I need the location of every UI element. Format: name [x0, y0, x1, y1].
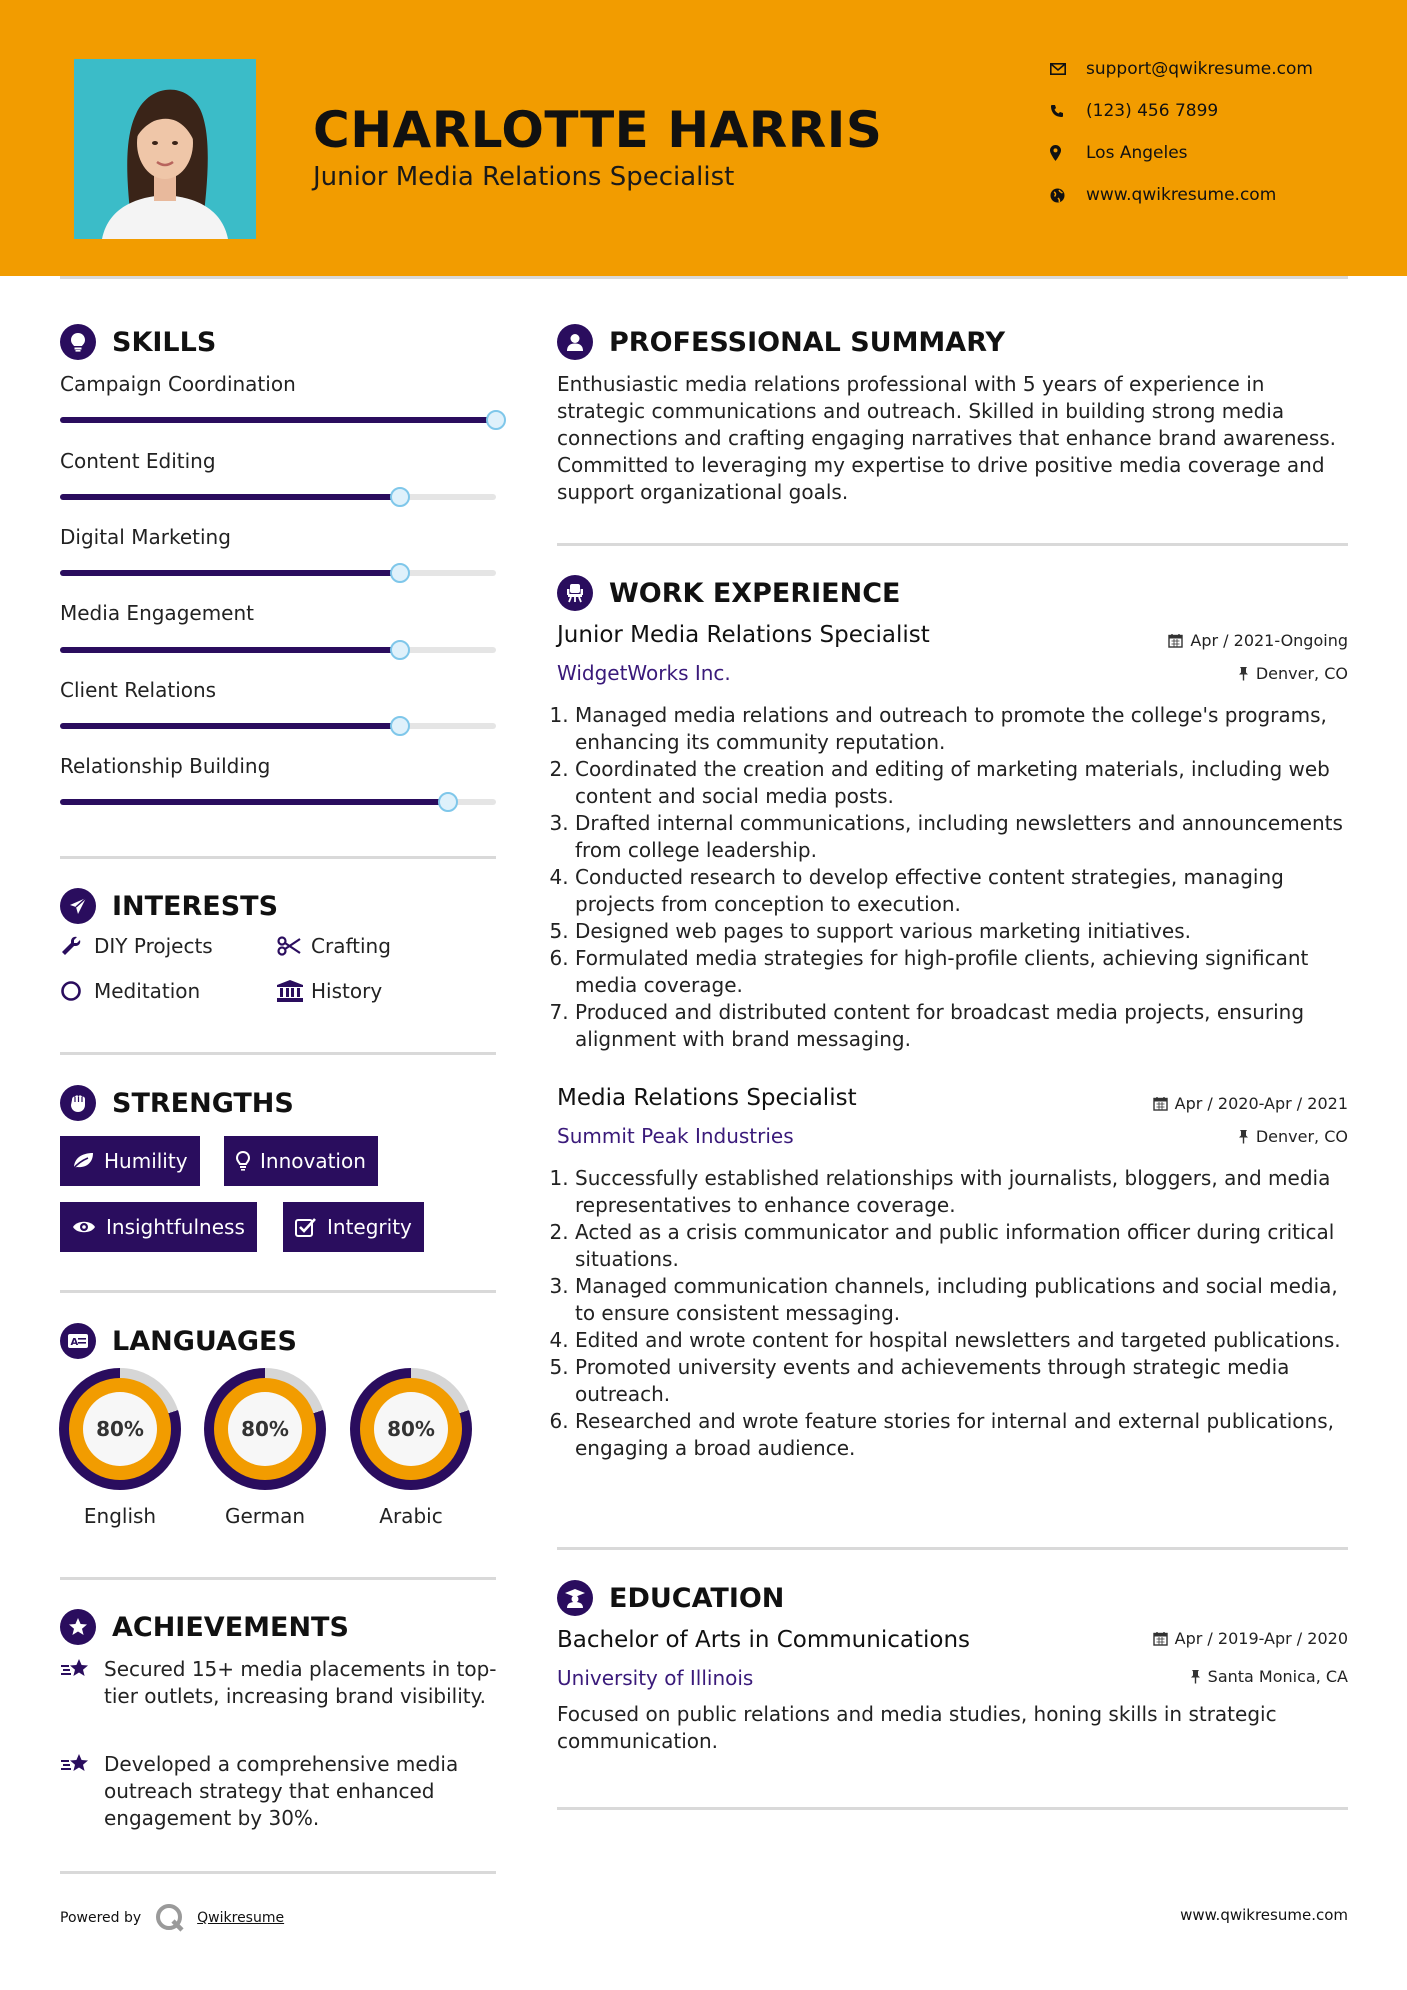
list-item: 3. Drafted internal communications, including newsletters and announcements from college leadership. [575, 810, 1357, 864]
list-item: 5. Promoted university events and achievements through strategic media outreach. [575, 1354, 1357, 1408]
pushpin-icon [1238, 1129, 1249, 1144]
footer-powered-by [60, 1903, 284, 1933]
contact-text: (123) 456 7899 [1086, 101, 1219, 121]
strength-chip: Innovation [224, 1136, 378, 1186]
education-heading: EDUCATION [557, 1580, 784, 1616]
checkbox-icon [295, 1217, 317, 1237]
qwikresume-link[interactable]: Qwikresume [197, 1910, 285, 1926]
education-dates: Apr / 2019-Apr / 2020 [1153, 1629, 1348, 1648]
job-dates: Apr / 2020-Apr / 2021 [1153, 1094, 1348, 1113]
graduate-icon [557, 1580, 593, 1616]
candidate-name: CHARLOTTE HARRIS [313, 101, 883, 159]
scissors-icon [277, 936, 311, 956]
achievement-item: Secured 15+ media placements in top-tier outlets, increasing brand visibility. [60, 1656, 500, 1710]
experience-heading: WORK EXPERIENCE [557, 575, 900, 611]
star-badge-icon [60, 1609, 96, 1645]
skill-bar [60, 647, 496, 653]
envelope-icon [1050, 63, 1086, 75]
skill-label: Relationship Building [60, 754, 271, 778]
language-percent: 80% [374, 1392, 448, 1466]
language-item [59, 1368, 181, 1528]
lightbulb-icon [236, 1151, 250, 1171]
leaf-icon [72, 1152, 94, 1170]
calendar-icon [1168, 633, 1183, 648]
contact-text: www.qwikresume.com [1086, 185, 1277, 205]
education-school[interactable]: University of Illinois [557, 1666, 754, 1690]
language-ring [59, 1368, 181, 1490]
contact-phone[interactable] [1050, 96, 1390, 126]
summary-heading: PROFESSIONAL SUMMARY [557, 324, 1005, 360]
job-duties [557, 702, 1357, 1053]
language-item [204, 1368, 326, 1528]
skill-label: Digital Marketing [60, 525, 231, 549]
job-location: Denver, CO [1238, 1127, 1348, 1146]
job-company[interactable]: Summit Peak Industries [557, 1124, 794, 1148]
interests-heading: INTERESTS [60, 888, 278, 924]
skill-label: Media Engagement [60, 601, 254, 625]
fist-icon [60, 1085, 96, 1121]
svg-text:A: A [70, 1337, 79, 1348]
skill-bar [60, 494, 496, 500]
profile-photo [74, 59, 256, 239]
pushpin-icon [1190, 1669, 1201, 1684]
contact-text: support@qwikresume.com [1086, 59, 1313, 79]
strength-chip: Insightfulness [60, 1202, 257, 1252]
job-duties [557, 1165, 1357, 1462]
list-item: 6. Researched and wrote feature stories for internal and external publications, engaging a broad audience. [575, 1408, 1357, 1462]
education-description: Focused on public relations and media studies, honing skills in strategic communication. [557, 1702, 1277, 1753]
job-location: Denver, CO [1238, 664, 1348, 683]
list-item: 4. Conducted research to develop effective content strategies, managing projects from conception to execution. [575, 864, 1357, 918]
contact-website[interactable] [1050, 180, 1390, 210]
language-ring [204, 1368, 326, 1490]
globe-icon [1050, 188, 1086, 203]
strength-chip: Humility [60, 1136, 200, 1186]
job-role: Junior Media Relations Specialist [557, 622, 930, 648]
skill-label: Content Editing [60, 449, 216, 473]
circle-icon [60, 980, 94, 1002]
list-item: 2. Coordinated the creation and editing of marketing materials, including web content and social media posts. [575, 756, 1357, 810]
list-item: 6. Formulated media strategies for high-profile clients, achieving significant media coverage. [575, 945, 1357, 999]
footer-url[interactable]: www.qwikresume.com [1180, 1906, 1348, 1924]
job-role: Media Relations Specialist [557, 1085, 857, 1111]
list-item: 3. Managed communication channels, including publications and social media, to ensure consistent messaging. [575, 1273, 1357, 1327]
language-name: German [224, 1504, 306, 1528]
skill-bar [60, 723, 496, 729]
eye-icon [72, 1219, 96, 1235]
list-item: 1. Successfully established relationships with journalists, bloggers, and media representatives to enhance coverage. [575, 1165, 1357, 1219]
section-divider [60, 1290, 496, 1293]
interest-item: History [277, 979, 382, 1003]
section-divider [557, 1807, 1348, 1810]
language-percent: 80% [228, 1392, 302, 1466]
contact-location [1050, 138, 1390, 168]
strength-chip: Integrity [283, 1202, 424, 1252]
skill-label: Client Relations [60, 678, 217, 702]
strengths-heading: STRENGTHS [60, 1085, 294, 1121]
list-item: 4. Edited and wrote content for hospital newsletters and targeted publications. [575, 1327, 1357, 1354]
section-divider [557, 543, 1348, 546]
contact-text: Los Angeles [1086, 143, 1188, 163]
list-item: 2. Acted as a crisis communicator and public information officer during critical situations. [575, 1219, 1357, 1273]
lightbulb-icon [60, 324, 96, 360]
header-banner [0, 0, 1407, 276]
interest-item: Crafting [277, 934, 391, 958]
language-name: Arabic [379, 1504, 443, 1528]
section-divider [60, 1052, 496, 1055]
calendar-icon [1153, 1096, 1168, 1111]
summary-text: Enthusiastic media relations professional with 5 years of experience in strategic communications and outreach. Skilled in building strong media connections and crafting engaging narratives that enhance brand awareness. Committed to leveraging my expertise to drive positive media coverage and support organizational goals. [557, 372, 1337, 504]
qwikresume-logo-icon [155, 1903, 185, 1933]
language-icon [60, 1323, 96, 1359]
skill-label: Campaign Coordination [60, 372, 296, 396]
chair-icon [557, 575, 593, 611]
education-location: Santa Monica, CA [1190, 1667, 1348, 1686]
map-pin-icon [1050, 145, 1086, 161]
section-divider [557, 1547, 1348, 1550]
language-ring [350, 1368, 472, 1490]
list-item: 5. Designed web pages to support various marketing initiatives. [575, 918, 1357, 945]
section-divider [60, 1577, 496, 1580]
shooting-star-icon [60, 1656, 104, 1710]
language-name: English [83, 1504, 157, 1528]
language-percent: 80% [83, 1392, 157, 1466]
user-icon [557, 324, 593, 360]
calendar-icon [1153, 1631, 1168, 1646]
powered-by-label: Powered by [60, 1910, 142, 1926]
header-divider [60, 276, 1348, 279]
job-company[interactable]: WidgetWorks Inc. [557, 661, 731, 685]
section-divider [60, 1871, 496, 1874]
job-dates: Apr / 2021-Ongoing [1168, 631, 1348, 650]
list-item: 1. Managed media relations and outreach to promote the college's programs, enhancing its community reputation. [575, 702, 1357, 756]
achievement-item: Developed a comprehensive media outreach strategy that enhanced engagement by 30%. [60, 1751, 500, 1832]
education-degree: Bachelor of Arts in Communications [557, 1627, 971, 1653]
paper-plane-icon [60, 888, 96, 924]
bank-icon [277, 980, 311, 1002]
candidate-title: Junior Media Relations Specialist [313, 162, 735, 192]
list-item: 7. Produced and distributed content for broadcast media projects, ensuring alignment with brand messaging. [575, 999, 1357, 1053]
skill-bar [60, 570, 496, 576]
achievements-heading: ACHIEVEMENTS [60, 1609, 349, 1645]
shooting-star-icon [60, 1751, 104, 1832]
interest-item: DIY Projects [60, 934, 213, 958]
skill-bar [60, 417, 496, 423]
section-divider [60, 856, 496, 859]
wrench-icon [60, 935, 94, 957]
skill-bar [60, 799, 496, 805]
language-item [350, 1368, 472, 1528]
contact-email[interactable] [1050, 54, 1390, 84]
interest-item: Meditation [60, 979, 200, 1003]
pushpin-icon [1238, 666, 1249, 681]
phone-icon [1050, 104, 1086, 118]
languages-heading: A LANGUAGES [60, 1323, 297, 1359]
skills-heading: SKILLS [60, 324, 216, 360]
